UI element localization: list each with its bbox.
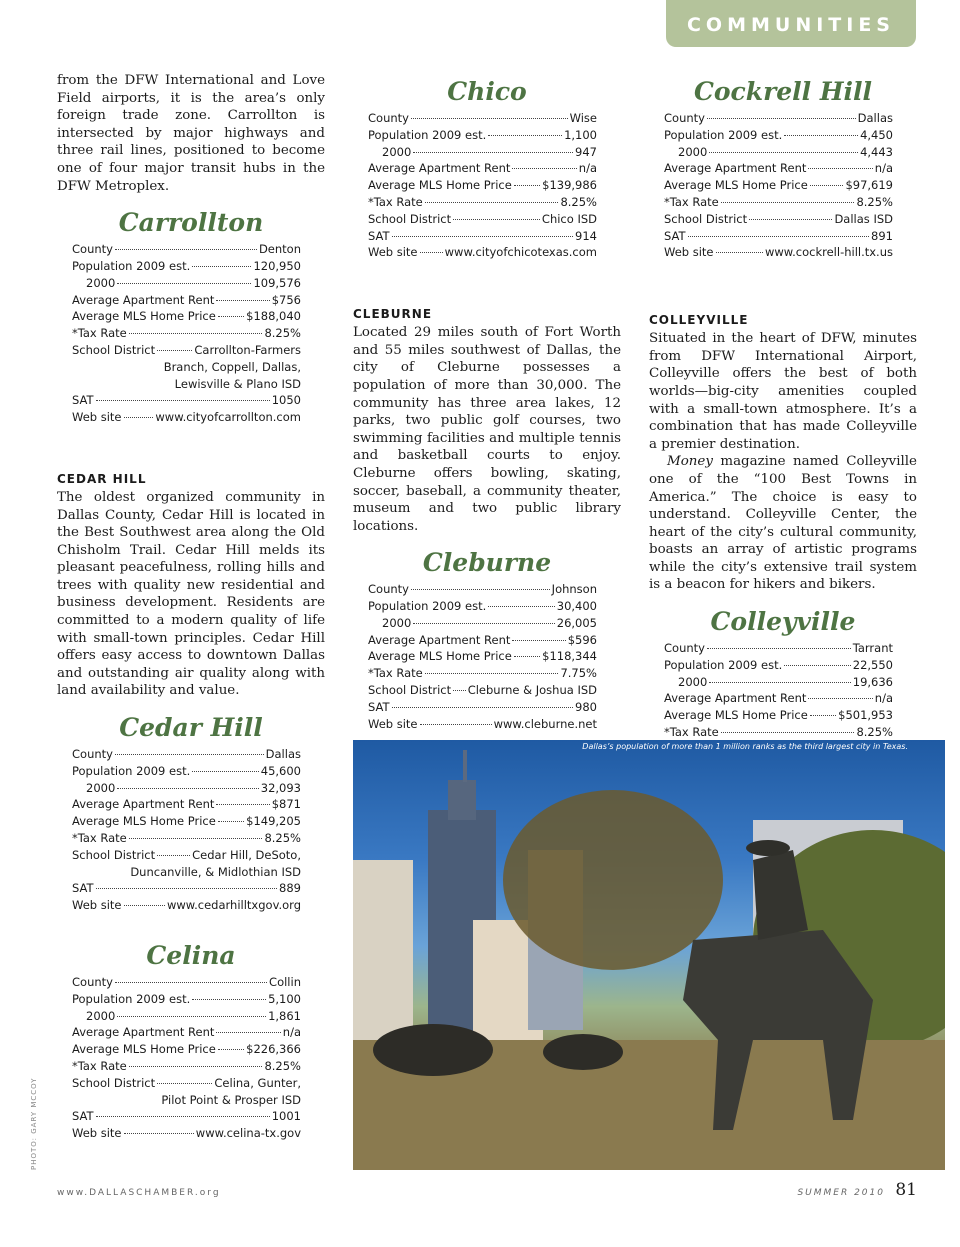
stat-value: 109,576 — [253, 275, 301, 290]
cockrell-hill-stats — [664, 110, 893, 261]
dot-leader — [721, 202, 855, 203]
website-link[interactable]: www.cockrell-hill.tx.us — [764, 245, 893, 260]
stat-row — [72, 780, 301, 797]
stat-row — [664, 127, 893, 144]
stat-row — [72, 275, 301, 292]
photo-illustration — [353, 740, 945, 1170]
dot-leader — [129, 1066, 263, 1067]
column-3 — [649, 76, 917, 741]
stat-value: 8.25% — [856, 194, 893, 209]
cleburne-paragraph: Located 29 miles south of Fort Worth and 55 miles southwest of Dallas, the city of Cleburne possesses a population of more than 30,000. The community has three area lakes, 12 parks, two public golf courses, two swimming facilities and multiple tennis and basketball courts to enjoy. Cleburne offers bowling, skating, soccer, baseball, a community theater, museum and two public library locations. — [353, 325, 621, 534]
stat-row — [72, 847, 301, 864]
website-link[interactable]: www.cityofchicotexas.com — [444, 245, 597, 260]
stat-label: 2000 — [382, 615, 412, 630]
stat-value: $188,040 — [246, 309, 301, 324]
stat-row — [664, 657, 893, 674]
stat-label: Population 2009 est. — [72, 763, 191, 778]
stat-row — [72, 880, 301, 897]
stat-label: Web site — [72, 410, 122, 425]
stat-value: $226,366 — [246, 1042, 301, 1057]
stat-row — [368, 127, 597, 144]
stat-row — [664, 144, 893, 161]
stat-label: *Tax Rate — [72, 326, 127, 341]
colleyville-title: Colleyville — [710, 607, 856, 637]
dot-leader — [218, 1049, 244, 1050]
website-link[interactable]: www.cedarhilltxgov.org — [166, 898, 301, 913]
stat-label: School District — [664, 211, 748, 226]
dot-leader — [721, 732, 855, 733]
column-2 — [353, 76, 621, 732]
photo-credit: PHOTO: GARY MCCOY — [30, 1077, 38, 1170]
photo-antenna — [463, 750, 467, 782]
stat-row — [368, 177, 597, 194]
section-tab: COMMUNITIES — [666, 0, 916, 47]
page-number: 81 — [895, 1180, 917, 1200]
stat-label: *Tax Rate — [368, 194, 423, 209]
stat-row — [72, 796, 301, 813]
stat-value: $501,953 — [838, 708, 893, 723]
photo-steer-2 — [543, 1034, 623, 1070]
stat-value: Cedar Hill, DeSoto, — [192, 847, 301, 862]
stat-row — [664, 674, 893, 691]
stat-label: SAT — [72, 1109, 94, 1124]
stat-value: Cleburne & Joshua ISD — [467, 683, 597, 698]
dot-leader — [411, 118, 568, 119]
dot-leader — [413, 152, 573, 153]
stat-value: 914 — [575, 228, 597, 243]
stat-label: SAT — [368, 699, 390, 714]
stat-value: Celina, Gunter, — [214, 1075, 301, 1090]
stat-row — [72, 392, 301, 409]
stat-label: Population 2009 est. — [368, 127, 487, 142]
stat-value: n/a — [874, 161, 893, 176]
dot-leader — [512, 168, 576, 169]
dot-leader — [808, 698, 872, 699]
stat-row — [368, 716, 597, 733]
dot-leader — [392, 236, 574, 237]
dot-leader — [420, 724, 492, 725]
dot-leader — [192, 266, 251, 267]
stat-label: Average MLS Home Price — [368, 649, 512, 664]
stat-value: Carrollton-Farmers — [194, 342, 301, 357]
stat-row — [664, 228, 893, 245]
stat-row — [368, 110, 597, 127]
stat-row — [368, 194, 597, 211]
stat-label: School District — [72, 1075, 156, 1090]
stat-row — [72, 813, 301, 830]
stat-label: SAT — [72, 393, 94, 408]
stat-value: Chico ISD — [541, 211, 597, 226]
stat-value: Wise — [569, 111, 597, 125]
stat-label: County — [72, 242, 113, 257]
cedar-hill-stats — [72, 746, 301, 914]
stat-row — [72, 746, 301, 763]
stat-label: Population 2009 est. — [72, 991, 191, 1006]
dot-leader — [411, 589, 550, 590]
photo-tower-top — [448, 780, 476, 820]
stat-label: County — [664, 641, 705, 656]
colleyville-paragraph-2 — [649, 453, 917, 594]
footer-url: www.DALLASCHAMBER.org — [57, 1188, 221, 1198]
stat-row — [368, 615, 597, 632]
cedar-hill-heading: CEDAR HILL — [57, 471, 147, 486]
colleyville-stats — [664, 640, 893, 741]
stat-label: 2000 — [678, 674, 708, 689]
dot-leader — [192, 771, 259, 772]
stat-label: Average MLS Home Price — [664, 708, 808, 723]
dot-leader — [810, 185, 844, 186]
stat-label: Web site — [368, 245, 418, 260]
dot-leader — [392, 707, 574, 708]
stat-row — [664, 177, 893, 194]
stat-row — [368, 244, 597, 261]
stat-label: School District — [72, 342, 156, 357]
dot-leader — [749, 219, 832, 220]
colleyville-paragraph-2-text: magazine named Colleyville one of the “100 Best Towns in America.” The choice is easy to understand. Colleyville Center, the heart of the city’s cultural community, boasts an array of artistic programs while the city’s extensive trail system is a beacon for hikers and bikers. — [649, 454, 917, 593]
dot-leader — [488, 606, 555, 607]
dot-leader — [117, 283, 251, 284]
stat-label: Web site — [664, 245, 714, 260]
stat-value: Dallas ISD — [834, 211, 893, 226]
stat-value: 120,950 — [253, 258, 301, 273]
stat-row — [368, 144, 597, 161]
stat-row — [72, 292, 301, 309]
stat-label: Average Apartment Rent — [72, 292, 215, 307]
stat-label: *Tax Rate — [72, 1059, 127, 1073]
stat-row — [368, 632, 597, 649]
stat-row — [664, 707, 893, 724]
stat-row — [368, 581, 597, 598]
stat-value: 1050 — [271, 393, 301, 408]
dot-leader — [425, 673, 559, 674]
stat-value: 4,450 — [860, 127, 893, 142]
cleburne-heading: CLEBURNE — [353, 307, 433, 322]
chico-stats — [368, 110, 597, 261]
column-1 — [57, 72, 325, 1142]
stat-label: *Tax Rate — [72, 831, 127, 846]
stat-label: Population 2009 est. — [368, 599, 487, 614]
photo-tree-center — [503, 790, 723, 970]
stat-label: School District — [368, 683, 452, 698]
stat-value: 30,400 — [556, 599, 597, 614]
dot-leader — [218, 316, 244, 317]
stat-label: Average MLS Home Price — [368, 178, 512, 193]
stat-value: 947 — [575, 144, 597, 159]
stat-row — [368, 648, 597, 665]
stat-value: 1,861 — [268, 1008, 301, 1023]
stat-value: Tarrant — [852, 641, 893, 656]
dallas-cattle-drive-photo — [353, 740, 945, 1170]
footer-issue: SUMMER 2010 — [797, 1188, 885, 1198]
carrollton-intro: from the DFW International and Love Field airports, it is the area’s only foreign trade zone. Carrollton is intersected by major highways and three rail lines, positioned to become one of four major transit hubs in the DFW Metroplex. — [57, 73, 325, 194]
stat-value: 26,005 — [556, 615, 597, 630]
dot-leader — [453, 690, 466, 691]
stat-label: 2000 — [86, 275, 116, 290]
stat-row — [664, 640, 893, 657]
stat-label: Average Apartment Rent — [664, 161, 807, 176]
dot-leader — [512, 640, 565, 641]
stat-value: 45,600 — [260, 763, 301, 778]
dot-leader — [115, 982, 267, 983]
stat-label: County — [72, 975, 113, 990]
stat-row — [72, 1058, 301, 1075]
carrollton-stats — [72, 241, 301, 426]
cedar-hill-title: Cedar Hill — [119, 713, 263, 743]
stat-value: $97,619 — [845, 178, 893, 193]
stat-row — [72, 974, 301, 991]
dot-leader — [514, 656, 540, 657]
school-district-continued: Pilot Point & Prosper ISD — [161, 1092, 301, 1107]
stat-value: Dallas — [265, 747, 301, 762]
cedar-hill-paragraph: The oldest organized community in Dallas County, Cedar Hill is located in the Best Southwest area along the Old Chisholm Trail. Cedar Hill melds its pleasant peacefulness, rolling hills and trees with quality new residential and business development. Residents are committed to a modern quality of life with small-town principles. Cedar Hill offers easy access to downtown Dallas and outstanding air quality along with land availability and value. — [57, 489, 325, 699]
dot-leader — [216, 804, 269, 805]
stat-row — [368, 160, 597, 177]
carrollton-title: Carrollton — [118, 208, 264, 238]
stat-value: 980 — [575, 699, 597, 714]
stat-label: 2000 — [86, 780, 116, 795]
stat-value: 1001 — [271, 1109, 301, 1124]
photo-steer-1 — [373, 1024, 493, 1076]
stat-label: Average MLS Home Price — [664, 178, 808, 193]
stat-value: $149,205 — [246, 814, 301, 829]
dot-leader — [96, 400, 270, 401]
dot-leader — [420, 252, 443, 253]
stat-row — [72, 1024, 301, 1041]
stat-value: $118,344 — [542, 649, 597, 664]
stat-row — [72, 1125, 301, 1142]
dot-leader — [453, 219, 540, 220]
dot-leader — [157, 350, 192, 351]
dot-leader — [709, 152, 858, 153]
stat-value: 8.25% — [560, 194, 597, 209]
stat-label: *Tax Rate — [664, 725, 719, 740]
dot-leader — [129, 838, 263, 839]
website-link[interactable]: www.cityofcarrollton.com — [155, 410, 301, 425]
stat-value: Collin — [269, 975, 301, 990]
cleburne-stats — [368, 581, 597, 732]
stat-value: 7.75% — [560, 666, 597, 681]
stat-label: 2000 — [382, 144, 412, 159]
dot-leader — [488, 135, 562, 136]
colleyville-paragraph-1: Situated in the heart of DFW, minutes from DFW International Airport, Colleyville offers the best of both worlds—big-city amenities coupled with a small-town atmosphere. It’s a combination that has made Colleyville a premier destination. — [649, 331, 917, 452]
stat-value: 8.25% — [264, 1059, 301, 1073]
stat-row — [368, 211, 597, 228]
stat-value: Johnson — [551, 582, 597, 597]
stat-row — [72, 409, 301, 426]
dot-leader — [157, 855, 190, 856]
stat-value: Dallas — [857, 111, 893, 125]
website-link[interactable]: www.cleburne.net — [493, 716, 597, 731]
stat-value: n/a — [282, 1025, 301, 1040]
school-district-continued: Lewisville & Plano ISD — [174, 376, 301, 391]
stat-value: 8.25% — [856, 725, 893, 740]
stat-label: Average Apartment Rent — [368, 161, 511, 176]
website-link[interactable]: www.celina-tx.gov — [195, 1126, 301, 1141]
stat-value: n/a — [578, 161, 597, 176]
dot-leader — [413, 623, 554, 624]
dot-leader — [115, 754, 264, 755]
dot-leader — [808, 168, 872, 169]
stat-label: Average Apartment Rent — [664, 691, 807, 706]
stat-label: *Tax Rate — [664, 194, 719, 209]
stat-value: $756 — [271, 292, 301, 307]
stat-label: School District — [368, 211, 452, 226]
stat-row — [72, 308, 301, 325]
money-magazine-name: Money — [667, 454, 713, 470]
dot-leader — [129, 333, 263, 334]
stat-row — [72, 1008, 301, 1025]
stat-row — [72, 1108, 301, 1125]
photo-cowboy-hat — [746, 840, 790, 856]
dot-leader — [115, 249, 257, 250]
stat-value: 32,093 — [260, 780, 301, 795]
dot-leader — [216, 1032, 280, 1033]
stat-label: Population 2009 est. — [664, 657, 783, 672]
stat-value: n/a — [874, 691, 893, 706]
stat-label: 2000 — [678, 144, 708, 159]
stat-label: SAT — [664, 228, 686, 243]
dot-leader — [117, 1016, 266, 1017]
school-district-continued: Duncanville, & Midlothian ISD — [130, 864, 301, 879]
stat-row — [664, 211, 893, 228]
stat-value: 8.25% — [264, 326, 301, 341]
dot-leader — [157, 1083, 212, 1084]
dot-leader — [784, 665, 851, 666]
stat-label: Average MLS Home Price — [72, 814, 216, 829]
stat-row — [72, 991, 301, 1008]
cockrell-hill-title: Cockrell Hill — [693, 77, 872, 106]
stat-label: Web site — [368, 716, 418, 731]
stat-row — [72, 763, 301, 780]
stat-value: $139,986 — [542, 178, 597, 193]
stat-value: 5,100 — [268, 991, 301, 1006]
photo-caption: Dallas’s population of more than 1 million ranks as the third largest city in Texas. — [582, 742, 908, 751]
stat-row — [368, 228, 597, 245]
stat-row — [368, 682, 597, 699]
stat-label: Average Apartment Rent — [72, 1025, 215, 1040]
dot-leader — [709, 682, 850, 683]
stat-value: $596 — [567, 632, 597, 647]
stat-row — [664, 160, 893, 177]
stat-row — [664, 110, 893, 127]
stat-label: County — [72, 747, 113, 762]
dot-leader — [96, 888, 278, 889]
stat-label: Average MLS Home Price — [72, 309, 216, 324]
stat-value: $871 — [271, 797, 301, 812]
dot-leader — [707, 648, 851, 649]
stat-row — [72, 897, 301, 914]
stat-row — [664, 690, 893, 707]
stat-label: Average Apartment Rent — [368, 632, 511, 647]
stat-value: 4,443 — [860, 144, 893, 159]
stat-label: Population 2009 est. — [72, 258, 191, 273]
stat-label: SAT — [72, 881, 94, 896]
dot-leader — [124, 417, 154, 418]
cleburne-title: Cleburne — [422, 548, 552, 578]
dot-leader — [124, 905, 165, 906]
celina-stats — [72, 974, 301, 1142]
school-district-continued: Branch, Coppell, Dallas, — [163, 359, 301, 374]
stat-label: County — [368, 582, 409, 597]
dot-leader — [716, 252, 763, 253]
dot-leader — [192, 999, 266, 1000]
stat-value: 1,100 — [564, 127, 597, 142]
stat-row — [72, 1041, 301, 1058]
stat-row — [368, 665, 597, 682]
celina-title: Celina — [146, 941, 236, 971]
dot-leader — [707, 118, 856, 119]
stat-value: 8.25% — [264, 831, 301, 846]
stat-label: Web site — [72, 898, 122, 913]
stat-label: Average MLS Home Price — [72, 1042, 216, 1057]
dot-leader — [216, 300, 269, 301]
stat-value: Denton — [258, 242, 301, 257]
dot-leader — [688, 236, 870, 237]
stat-label: Web site — [72, 1126, 122, 1141]
stat-value: 19,636 — [852, 674, 893, 689]
stat-row — [72, 342, 301, 359]
stat-label: SAT — [368, 228, 390, 243]
dot-leader — [218, 821, 244, 822]
stat-label: Average Apartment Rent — [72, 797, 215, 812]
stat-value: 891 — [871, 228, 893, 243]
dot-leader — [96, 1116, 270, 1117]
chico-title: Chico — [447, 77, 527, 106]
stat-row — [368, 699, 597, 716]
stat-label: *Tax Rate — [368, 666, 423, 681]
dot-leader — [124, 1133, 194, 1134]
stat-label: School District — [72, 847, 156, 862]
stat-label: Population 2009 est. — [664, 127, 783, 142]
dot-leader — [117, 788, 258, 789]
stat-row — [664, 244, 893, 261]
stat-row — [72, 830, 301, 847]
stat-value: 889 — [279, 881, 301, 896]
stat-label: County — [368, 111, 409, 125]
stat-label: County — [664, 111, 705, 125]
dot-leader — [425, 202, 559, 203]
stat-row — [72, 258, 301, 275]
dot-leader — [810, 715, 836, 716]
stat-row — [72, 1075, 301, 1092]
colleyville-heading: COLLEYVILLE — [649, 313, 749, 328]
stat-label: 2000 — [86, 1008, 116, 1023]
stat-row — [72, 325, 301, 342]
stat-row — [664, 724, 893, 741]
stat-row — [72, 241, 301, 258]
dot-leader — [784, 135, 858, 136]
stat-value: 22,550 — [852, 657, 893, 672]
stat-row — [664, 194, 893, 211]
dot-leader — [514, 185, 540, 186]
stat-row — [368, 598, 597, 615]
